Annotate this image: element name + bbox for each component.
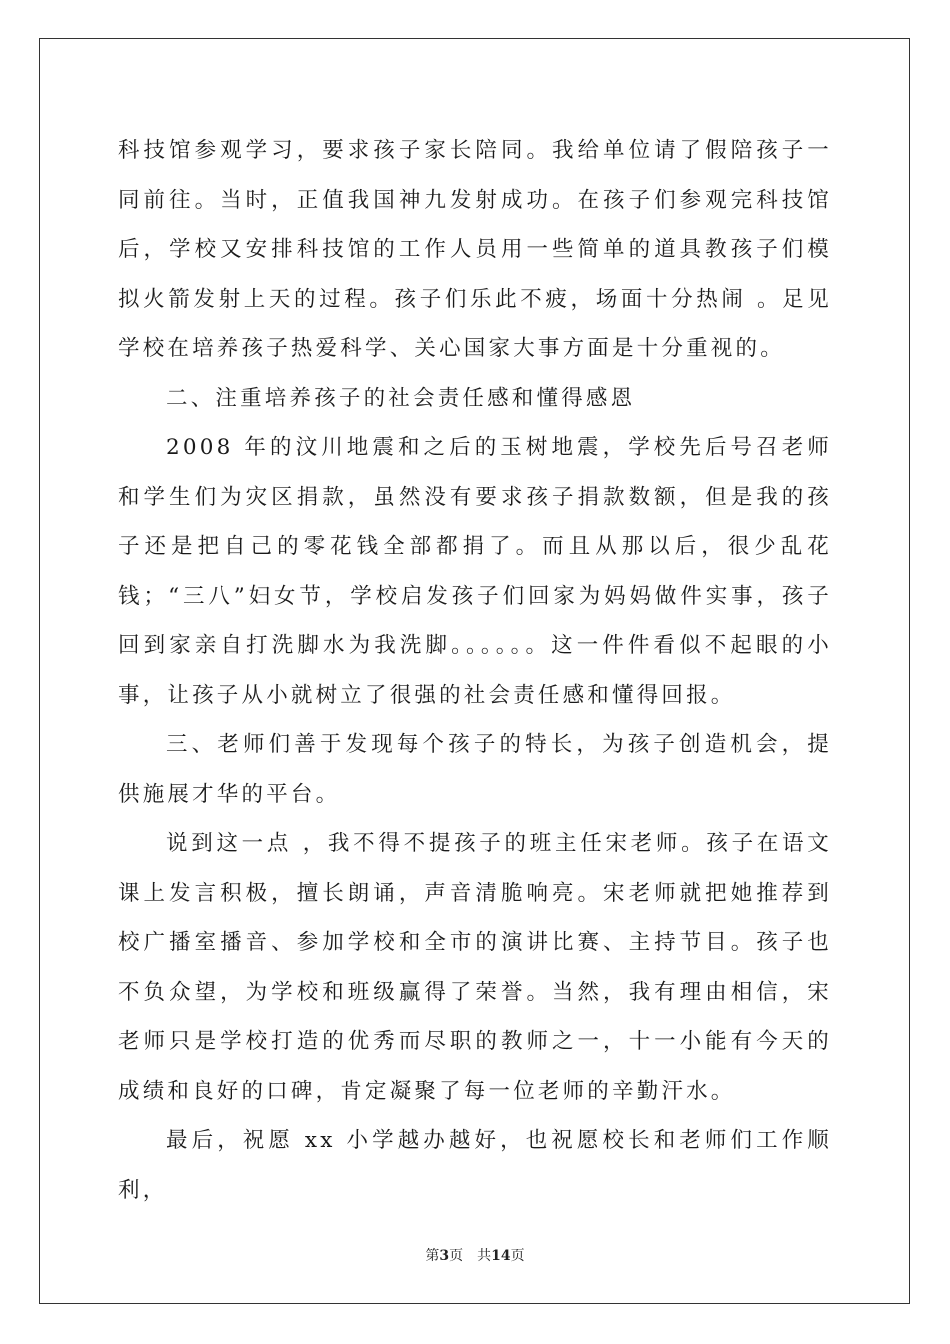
section-heading-3: 三、老师们善于发现每个孩子的特长，为孩子创造机会，提供施展才华的平台。 [118,732,832,807]
total-suffix: 页 [510,1248,525,1264]
total-pages: 14 [491,1248,511,1264]
paragraph-5: 说到这一点 ，我不得不提孩子的班主任宋老师。孩子在语文课上发言积极，擅长朗诵，声音清脆响亮。宋老师就把她推荐到校广播室播音、参加学校和全市的演讲比赛、主持节目。孩子也不负众望，为学校和班级赢得了荣誉。当然，我有理由相信，宋老师只是学校打造的优秀而尽职的教师之一，十一小能有今天的成绩和良好的口碑，肯定凝聚了每一位老师的辛勤汗水。 [118,831,832,1104]
section-heading-2: 二、注重培养孩子的社会责任感和懂得感恩 [166,385,636,411]
page-footer [0,1246,950,1266]
document-body [118,126,832,1215]
page-number: 3 [439,1248,450,1264]
total-prefix: 共 [477,1248,492,1264]
paragraph-1: 科技馆参观学习，要求孩子家长陪同。我给单位请了假陪孩子一同前往。当时，正值我国神九发射成功。在孩子们参观完科技馆后，学校又安排科技馆的工作人员用一些简单的道具教孩子们模拟火箭发射上天的过程。孩子们乐此不疲，场面十分热闹 。足见学校在培养孩子热爱科学、关心国家大事方面是十分重视的。 [118,138,832,361]
paragraph-3: 2008 年的汶川地震和之后的玉树地震，学校先后号召老师和学生们为灾区捐款，虽然没有要求孩子捐款数额，但是我的孩子还是把自己的零花钱全部都捐了。而且从那以后，很少乱花钱；“三八”妇女节，学校启发孩子们回家为妈妈做件实事，孩子回到家亲自打洗脚水为我洗脚。。。。。。这一件件看似不起眼的小事，让孩子从小就树立了很强的社会责任感和懂得回报。 [118,435,832,708]
paragraph-6: 最后，祝愿 xx 小学越办越好，也祝愿校长和老师们工作顺利， [118,1128,832,1203]
page-suffix: 页 [449,1248,464,1264]
page-prefix: 第 [425,1248,440,1264]
